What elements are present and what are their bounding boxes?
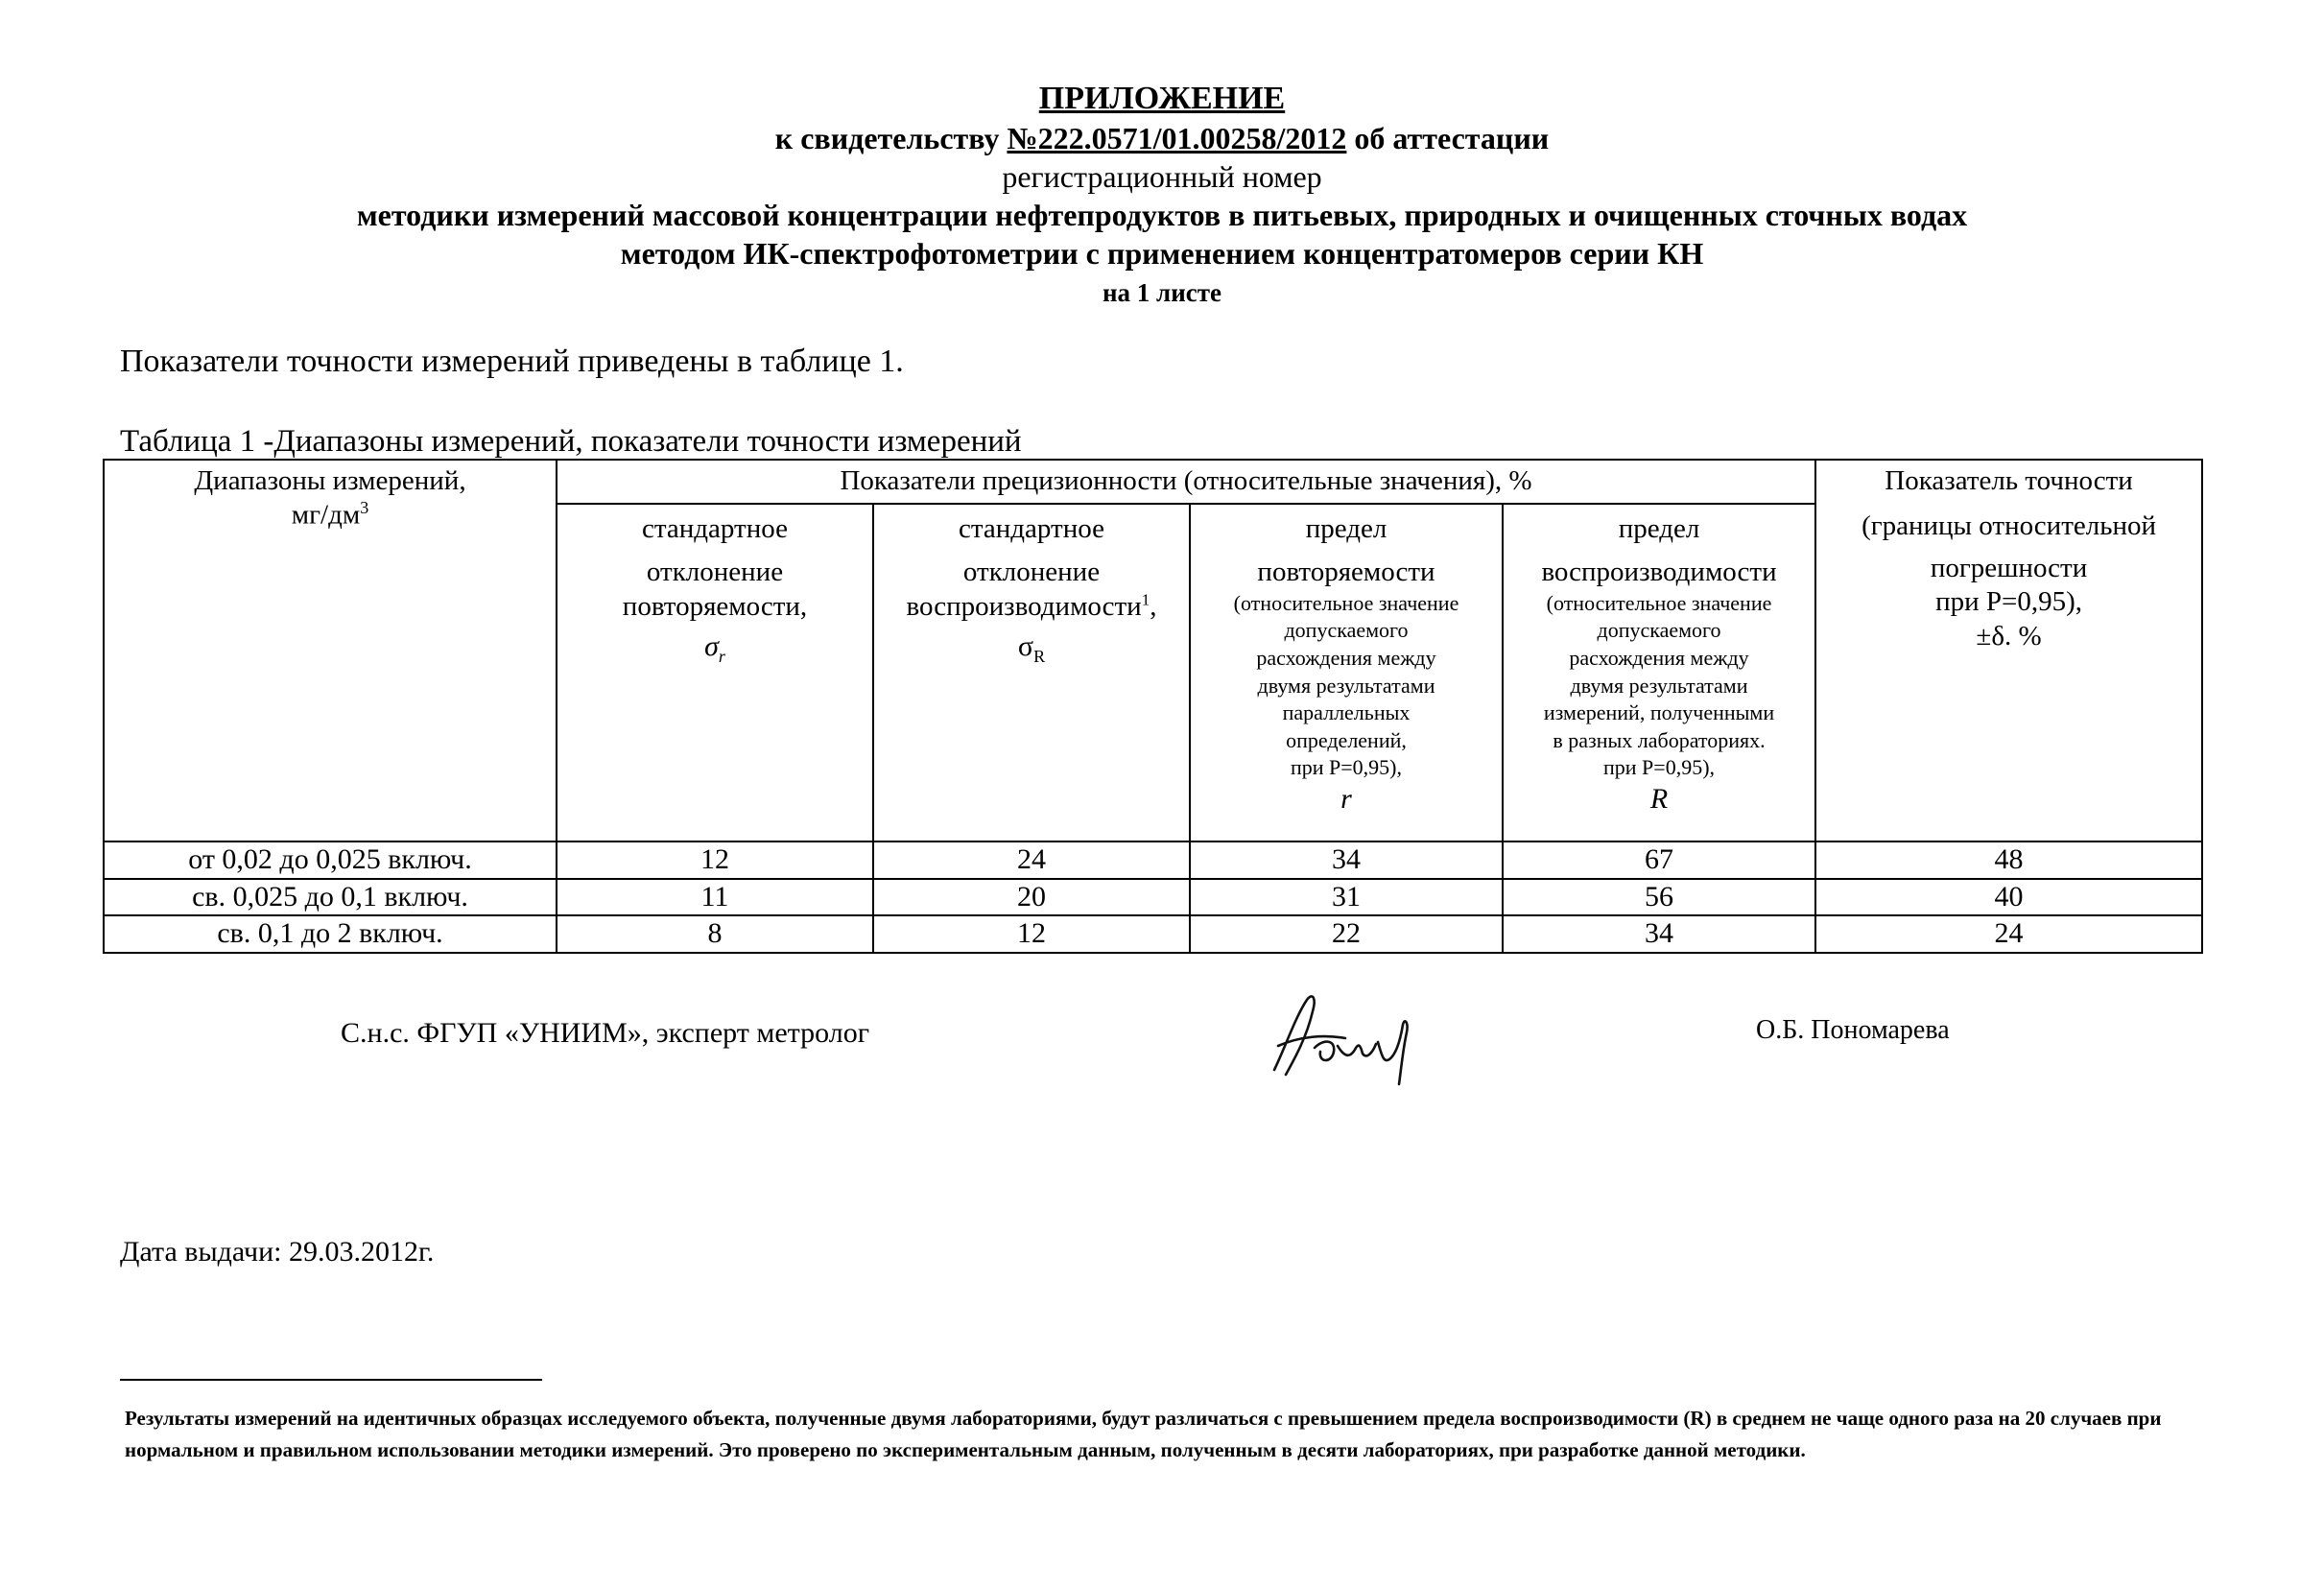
table-row	[104, 841, 2202, 879]
signer-name: О.Б. Пономарева	[1756, 1015, 1950, 1045]
method-title-line1: методики измерений массовой концентрации нефтепродуктов в питьевых, природных и очищенных сточных водах	[356, 198, 1968, 232]
range-header-cell	[104, 460, 557, 841]
r-cell: 31	[1190, 879, 1503, 916]
signer-position: С.н.с. ФГУП «УНИИМ», эксперт метролог	[341, 1017, 870, 1049]
delta-cell: 48	[1815, 841, 2202, 879]
certificate-number: №222.0571/01.00258/2012	[1007, 121, 1347, 155]
accuracy-table	[103, 459, 2203, 954]
range-cell: св. 0,1 до 2 включ.	[104, 915, 557, 953]
sheet-count: на 1 листе	[1103, 278, 1221, 307]
R-cell: 67	[1503, 841, 1815, 879]
certificate-line	[0, 121, 2324, 156]
sr-cell: 8	[557, 915, 873, 953]
delta-cell: 40	[1815, 879, 2202, 916]
range-unit: $мг/дм^3$	[291, 498, 369, 532]
r-cell: 34	[1190, 841, 1503, 879]
delta-cell: 24	[1815, 915, 2202, 953]
sR-cell: 24	[873, 841, 1190, 879]
sR-cell: 12	[873, 915, 1190, 953]
registration-line: регистрационный номер	[1002, 159, 1322, 194]
accuracy-header-cell: Показатель точности (границы относительной погрешности при Р=0,95), ±δ. %	[1815, 460, 2202, 841]
sub-header-r: предел повторяемости (относительное значение допускаемого расхождения между двумя результатами параллельных определений, при Р=0,95), r	[1190, 504, 1503, 841]
sr-cell: 12	[557, 841, 873, 879]
footnote: Результаты измерений на идентичных образцах исследуемого объекта, полученные двумя лабораториями, будут различаться с превышением предела воспроизводимости (R) в среднем не чаще одного раза на 20 случаев при нормальном и правильном использовании методики измерений. Это проверено по экспериментальным данным, полученным в десяти лабораториях, при разработке данной методики.	[125, 1407, 2162, 1461]
method-title-line2: методом ИК-спектрофотометрии с применением концентратомеров серии КН	[620, 236, 1704, 271]
footnote-divider	[120, 1379, 542, 1381]
document-title: ПРИЛОЖЕНИЕ	[1038, 81, 1286, 116]
precision-header: Показатели прецизионности (относительные значения), %	[557, 460, 1815, 504]
sub-header-sR: стандартное отклонение воспроизводимости$^1$, $\sigma_R$	[873, 504, 1190, 841]
sr-cell: 11	[557, 879, 873, 916]
certificate-prefix: к свидетельству	[774, 121, 1008, 155]
sR-cell: 20	[873, 879, 1190, 916]
range-cell: св. 0,025 до 0,1 включ.	[104, 879, 557, 916]
issue-date: Дата выдачи: 29.03.2012г.	[120, 1236, 435, 1268]
handwritten-signature	[1257, 979, 1430, 1094]
range-header: Диапазоны измерений,	[194, 465, 466, 496]
range-cell: от 0,02 до 0,025 включ.	[104, 841, 557, 879]
intro-text: Показатели точности измерений приведены в таблице 1.	[120, 344, 904, 379]
table-caption: Таблица 1 -Диапазоны измерений, показатели точности измерений	[120, 424, 1022, 459]
table-row	[104, 915, 2202, 953]
r-cell: 22	[1190, 915, 1503, 953]
sub-header-sr: стандартное отклонение повторяемости, $\sigma_r$	[557, 504, 873, 841]
sub-header-R: предел воспроизводимости (относительное значение допускаемого расхождения между двумя результатами измерений, полученными в разных лабораториях. при Р=0,95), R	[1503, 504, 1815, 841]
R-cell: 56	[1503, 879, 1815, 916]
R-cell: 34	[1503, 915, 1815, 953]
table-row	[104, 879, 2202, 916]
certificate-suffix: об аттестации	[1346, 121, 1550, 155]
